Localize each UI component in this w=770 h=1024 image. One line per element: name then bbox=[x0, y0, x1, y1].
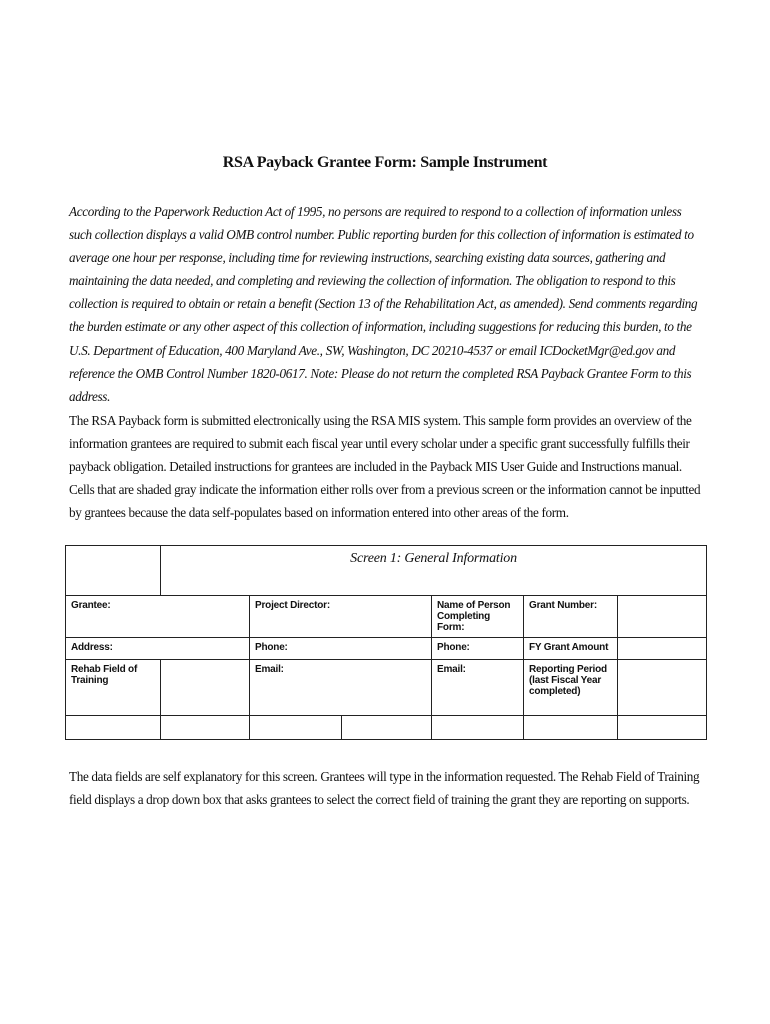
empty-cell bbox=[342, 716, 432, 740]
empty-cell bbox=[524, 716, 618, 740]
paperwork-reduction-notice: According to the Paperwork Reduction Act of 1995, no persons are required to respond to a collection of information unless such collection displays a valid OMB control number. Public reporting burden for this collection of information is estimated to average one hour per response, including time for reviewing instructions, searching existing data sources, gathering and maintaining the data needed, and completing and reviewing the collection of information. The obligation to respond to this collection is required to obtain or retain a benefit (Section 13 of the Rehabilitation Act, as amended). Send comments regarding the burden estimate or any other aspect of this collection of information, including suggestions for reducing this burden, to the U.S. Department of Education, 400 Maryland Ave., SW, Washington, DC 20210-4537 or email ICDocketMgr@ed.gov and reference the OMB Control Number 1820-0617. Note: Please do not return the completed RSA Payback Grantee Form to this address. bbox=[69, 204, 698, 404]
screen-title: Screen 1: General Information bbox=[161, 546, 707, 596]
person-completing-label: Name of Person Completing Form: bbox=[437, 600, 511, 633]
fy-grant-amount-label: FY Grant Amount bbox=[529, 642, 609, 653]
phone-cell-1[interactable] bbox=[250, 638, 432, 660]
empty-cell bbox=[161, 716, 250, 740]
project-director-cell[interactable] bbox=[250, 596, 432, 638]
address-label: Address: bbox=[71, 642, 113, 653]
grant-number-label-cell bbox=[524, 596, 618, 638]
project-director-label: Project Director: bbox=[255, 600, 330, 611]
fy-grant-amount-input-cell[interactable] bbox=[618, 638, 707, 660]
phone-label: Phone: bbox=[255, 642, 288, 653]
reporting-period-input-cell[interactable] bbox=[618, 660, 707, 716]
grant-number-input-cell[interactable] bbox=[618, 596, 707, 638]
fy-grant-amount-label-cell bbox=[524, 638, 618, 660]
rehab-field-label-cell bbox=[66, 660, 161, 716]
empty-cell bbox=[618, 716, 707, 740]
email-label: Email: bbox=[255, 664, 284, 675]
address-cell[interactable] bbox=[66, 638, 250, 660]
email-cell-2[interactable] bbox=[432, 660, 524, 716]
email-cell-1[interactable] bbox=[250, 660, 432, 716]
intro-paragraph: The RSA Payback form is submitted electronically using the RSA MIS system. This sample form provides an overview of the information grantees are required to submit each fiscal year until every scholar under a specific grant successfully fulfills their payback obligation. Detailed instructions for grantees are included in the Payback MIS User Guide and Instructions manual. Cells that are shaded gray indicate the information either rolls over from a previous screen or the information cannot be inputted by grantees because the data self-populates based on information entered into other areas of the form. bbox=[69, 413, 701, 520]
reporting-period-label-cell bbox=[524, 660, 618, 716]
general-information-form bbox=[65, 545, 707, 740]
reporting-period-label: Reporting Period (last Fiscal Year completed) bbox=[529, 664, 607, 697]
empty-cell bbox=[432, 716, 524, 740]
empty-cell bbox=[66, 716, 161, 740]
header-blank-cell bbox=[66, 546, 161, 596]
phone-cell-2[interactable] bbox=[432, 638, 524, 660]
grant-number-label: Grant Number: bbox=[529, 600, 597, 611]
rehab-field-label: Rehab Field of Training bbox=[71, 664, 138, 686]
person-completing-cell[interactable] bbox=[432, 596, 524, 638]
screen-description: The data fields are self explanatory for this screen. Grantees will type in the information requested. The Rehab Field of Training field displays a drop down box that asks grantees to select the correct field of training the grant they are reporting on supports. bbox=[69, 769, 700, 807]
grantee-label: Grantee: bbox=[71, 600, 111, 611]
page-title: RSA Payback Grantee Form: Sample Instrument bbox=[222, 154, 548, 171]
email-label: Email: bbox=[437, 664, 466, 675]
phone-label: Phone: bbox=[437, 642, 470, 653]
empty-cell bbox=[250, 716, 342, 740]
grantee-cell[interactable] bbox=[66, 596, 250, 638]
rehab-field-dropdown-cell[interactable] bbox=[161, 660, 250, 716]
